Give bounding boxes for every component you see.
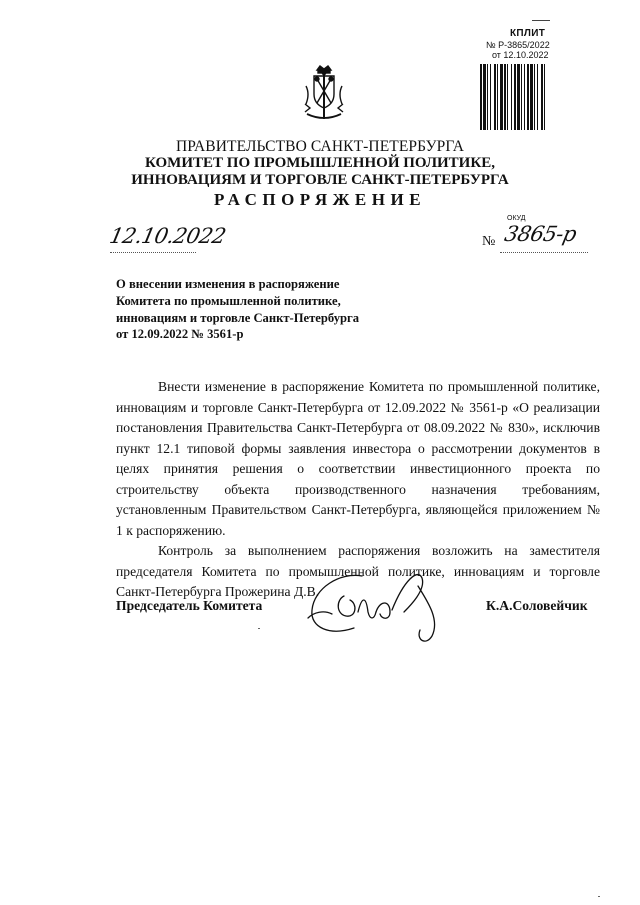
document-number: 3865-р [502,222,579,246]
stamp-date: от 12.10.2022 [492,50,549,60]
number-sign: № [482,234,496,249]
scan-speck [598,896,600,897]
subject-line: инновациям и торговле Санкт-Петербурга [116,310,360,325]
signatory-name: К.А.Соловейчик [486,598,588,613]
number-underline [500,252,588,253]
stamp-dash [532,20,550,21]
signatory-title: Председатель Комитета [116,598,263,613]
stamp-org: КПЛИТ [510,28,546,39]
scan-speck [258,628,260,629]
okud-label: ОКУД [507,215,526,222]
body-paragraph: Контроль за выполнением распоряжения возложить на заместителя председателя Комитета по промышленной политике, инновациям и торговле Санкт-Петербурга Прожерина Д.В. [116,543,600,599]
barcode-icon [480,64,546,130]
document-subject [116,276,386,343]
committee-title-line2: ИННОВАЦИЯМ И ТОРГОВЛЕ САНКТ-ПЕТЕРБУРГА [131,172,509,188]
body-paragraph: Внести изменение в распоряжение Комитета по промышленной политике, инновациям и торговле Санкт-Петербурга от 12.09.2022 № 3561-р «О реализации постановления Правительства Санкт-Петербурга от 08.09.2022 № 830», исключив пункт 12.1 типовой формы заявления инвестора о рассмотрении документов в целях принятия решения о соответствии инвестиционного проекта по строительству объекта производственного назначения требованиям, установленным Правительством Санкт-Петербурга, являющейся приложением № 1 к распоряжению. [116,379,600,538]
document-date: 12.10.2022 [107,224,228,248]
committee-title-line1: КОМИТЕТ ПО ПРОМЫШЛЕННОЙ ПОЛИТИКЕ, [145,155,495,171]
coat-of-arms-icon [301,64,347,122]
subject-line: О внесении изменения в распоряжение [116,277,340,291]
document-type-title: РАСПОРЯЖЕНИЕ [213,190,427,209]
subject-line: Комитета по промышленной политике, [116,293,341,308]
subject-line: от 12.09.2022 № 3561-р [116,327,244,342]
stamp-number: № Р-3865/2022 [486,40,550,50]
government-title: ПРАВИТЕЛЬСТВО САНКТ-ПЕТЕРБУРГА [175,138,465,155]
date-underline [110,252,196,253]
handwritten-signature [300,566,466,648]
